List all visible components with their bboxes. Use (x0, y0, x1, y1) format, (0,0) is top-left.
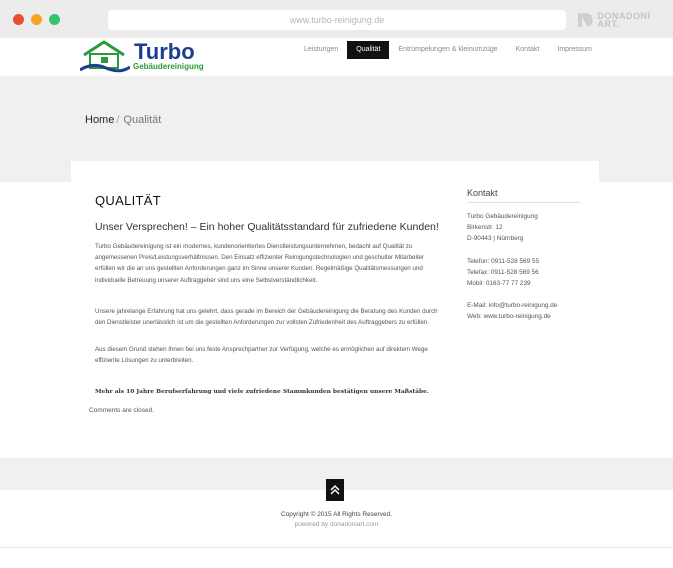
logo-title: Turbo (134, 39, 195, 64)
online-block (467, 300, 581, 322)
close-window-button[interactable] (13, 14, 24, 25)
phone-block (467, 256, 581, 290)
fax-number: Telefax: 0911-528 569 56 (467, 268, 539, 276)
donadoni-logo-icon (577, 11, 595, 29)
breadcrumb (85, 114, 161, 127)
paragraph-experience: Unsere jahrelange Erfahrung hat uns gelehrt, dass gerade im Bereich der Gebäudereinigung die Beratung des Kunden durch den Dienstleister unerlässlich ist um die gestellten Anforderungen zur vollsten Zufriedenheit des Auftraggebers zu erfüllen. (95, 308, 438, 327)
maximize-window-button[interactable] (49, 14, 60, 25)
address-bar[interactable]: www.turbo-reinigung.de (108, 10, 566, 30)
contact-sidebar (467, 187, 581, 323)
nav-item-qualitaet[interactable]: Qualität (347, 41, 389, 59)
mobile-number[interactable]: Mobil: 0163-77 77 239 (467, 280, 531, 288)
house-logo-icon (80, 40, 130, 74)
paragraph-contacts: Aus diesem Grund stehen Ihnen bei uns feste Ansprechpartner zur Verfügung, welche es ermöglichen auf direktem Wege effiziente Lösungen zu unterbreiten. (95, 346, 428, 365)
highlight-statement: Mehr als 10 Jahre Berufserfahrung und viele zufriedene Stammkunden bestätigen unsere Maßstäbe. (95, 388, 429, 395)
nav-item-leistungen[interactable]: Leistungen (304, 46, 339, 53)
nav-item-entruempelungen[interactable]: Entrümpelungen & kleinumzüge (398, 46, 498, 53)
comments-closed-note: Comments are closed. (89, 407, 155, 414)
page-title: QUALITÄT (95, 193, 161, 208)
sidebar-title: Kontakt (467, 187, 581, 203)
back-to-top-button[interactable] (326, 479, 344, 501)
content-card (71, 161, 599, 444)
browser-chrome (0, 0, 673, 38)
brand-text: DONADONI ART. (597, 11, 651, 29)
main-nav (295, 41, 601, 59)
web-link[interactable]: Web: www.turbo-reinigung.de (467, 313, 551, 321)
nav-item-impressum[interactable]: Impressum (557, 46, 592, 53)
copyright-text: Copyright © 2015 All Rights Reserved. (280, 511, 392, 518)
breadcrumb-home-link[interactable]: Home (85, 114, 115, 126)
nav-item-kontakt[interactable]: Kontakt (515, 46, 540, 53)
minimize-window-button[interactable] (31, 14, 42, 25)
paragraph-intro: Turbo Gebäudereinigung ist ein modernes, kundenorientiertes Dienstleistungsunternehmen, bedacht auf Qualität zu angemessenen Preis/Leistungsverhältnissen. Den Einsatz effizienter Reinigungstechnologien und geschulter Mitarbeiter erfüllen wir die an uns gestellten Anforderungen ganz im Sinne unserer Kunden. Regelmäßige Qualitätsmessungen und individuelle Betreuung unserer Auftraggeber sind uns eine Selbstverständlichkeit. (95, 243, 425, 284)
site-header (0, 38, 673, 76)
site-logo[interactable] (80, 39, 204, 74)
email-link[interactable]: E-Mail: info@turbo-reinigung.de (467, 302, 558, 310)
chevron-double-up-icon (330, 484, 340, 496)
donadoni-brand (577, 10, 673, 30)
city-address: D-90443 | Nürnberg (467, 235, 524, 243)
page-heading: Unser Versprechen! – Ein hoher Qualitätsstandard für zufriedene Kunden! (95, 221, 439, 233)
breadcrumb-separator: / (116, 114, 120, 126)
address-block (467, 211, 581, 245)
company-name: Turbo Gebäudereinigung (467, 213, 538, 220)
breadcrumb-current: Qualität (123, 114, 162, 126)
street-address: Birkenstr. 12 (467, 224, 503, 232)
logo-subtitle: Gebäudereinigung (133, 62, 204, 71)
phone-number[interactable]: Telefon: 0911-528 569 55 (467, 257, 540, 265)
powered-by-link[interactable]: powered by donadoniart.com (294, 521, 379, 528)
